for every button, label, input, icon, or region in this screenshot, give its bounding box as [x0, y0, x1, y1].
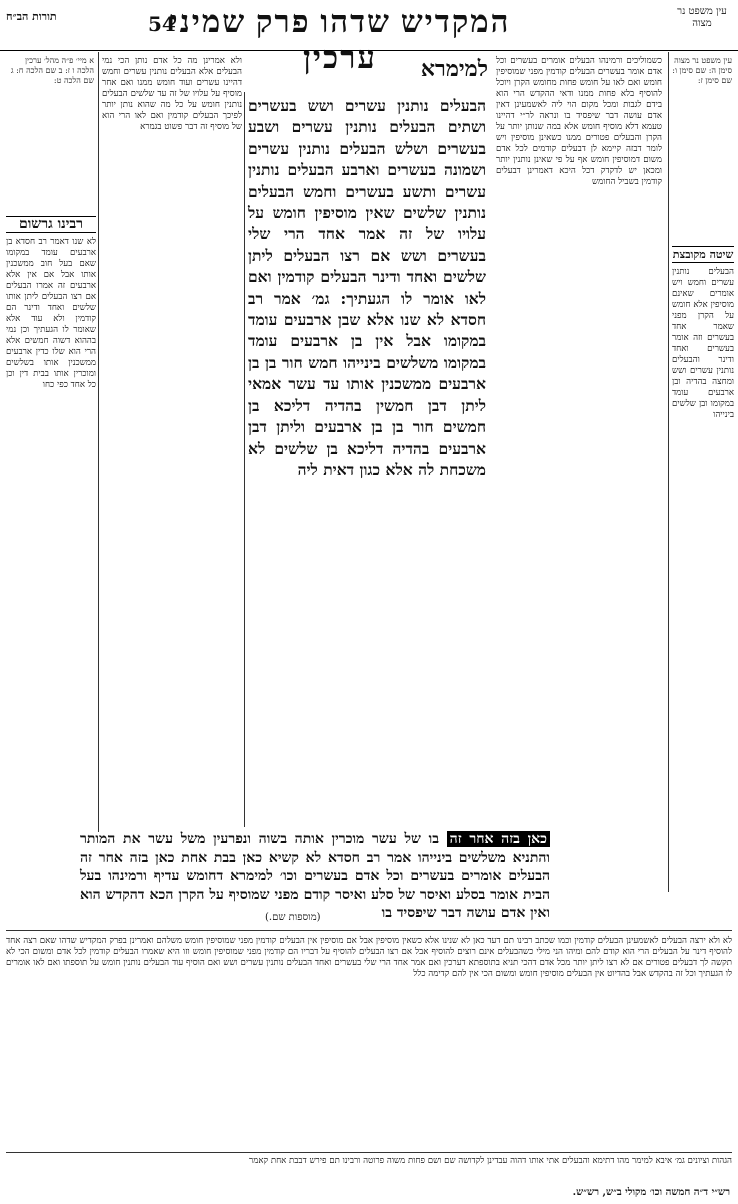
margin-note-left: א מיי׳ פ״ה מהל׳ ערכין הלכה ו ז: ב שם הלכה ח: ג שם הלכה ט:	[10, 56, 94, 85]
rabbeinu-gershom-text: לא שנו דאמר רב חסדא בן ארבעים עומד במקומו שאם בעל חוב ממשכנין אותו אבל אם אין אלא ארבעים זה אמרו הבעלים אם רצו הבעלים ליתן אותו שלשים ואחד ודינר הם קודמין ולא עוד אלא שאומר לו הגעתיך וכן נמי בההוא דשוה חמשים אלא הרי הוא שלו כדין ארבעים ממשכנין אותו בשלשים ומוכרין אותו בבית דין וכן כל אחד כפי כחו	[6, 237, 96, 390]
column-divider	[668, 52, 669, 892]
horizontal-divider	[6, 1152, 732, 1153]
column-divider	[98, 52, 99, 832]
rabbeinu-gershom-column	[6, 210, 96, 830]
header-left-label: תורות הב״ח	[6, 10, 57, 23]
gemara-wide-body: בו של עשר מוכרין אותה בשוה ונפרעין משל עשר את המותר והתניא משלשים בינייהו אמר רב חסדא לא קשיא כאן בבת אחת כאן בזה אחר זה הבעלים אומרים בעשרים וכל אדם בעשרים וכו׳ למימרא דחומש עדיף ורמינהו בעל הבית אומר בסלע ואיסר של סלע ואיסר קודם מפני שמוסיף על הקרן הכא דהקדש הוא ואין אדם עושה דבר שיפסיד בו	[80, 831, 550, 922]
rashi-column	[102, 56, 242, 826]
rashi-text: ולא אמרינן מה כל אדם נותן הכי נמי הבעלים אלא הבעלים נותנין עשרים וחמש דהיינו עשרים ועוד חומש ממנו ואם אחר מוסיף על עלויו של זה עד שלשים הבעלים נותנין חומש על כל מה שהוא נותן יותר לפיכך הבעלים קודמין ואם לאו הרי הוא של מוסיף זה דבר פשוט בגמרא	[102, 56, 242, 132]
shita-column	[672, 240, 734, 830]
page-title: המקדיש שדהו פרק שמיני ערכין	[169, 4, 511, 75]
gemara-footnote: (מוספות שם.)	[265, 912, 321, 923]
gemara-text	[248, 95, 486, 880]
footer-note: רש״י ד״ה חמשה וכו׳ מקולי ב״ש, רש״ש.	[572, 1187, 730, 1198]
margin-note-right: עין משפט נר מצוה סימן ה: שם סימן ו: שם סימן ז:	[672, 56, 732, 85]
gemara-body: הבעלים נותנין עשרים ושש בעשרים ושתים הבעלים נותנין עשרים ושבע בעשרים ושלש הבעלים נותנין עשרים ושמונה בעשרים וארבע הבעלים נותנין עשרים ותשע בעשרים וחמש הבעלים נותנין שלשים שאין מוסיפין חומש על עלויו של זה אמר אחד הרי שלי בעשרים ושש אם רצו הבעלים ליתן שלשים ואחד ודינר הבעלים קודמין ואם לאו אומר לו הגעתיך: גמ׳ אמר רב חסדא לא שנו אלא שבן ארבעים עומד במקומו אבל אין בן ארבעים עומד במקומו משלשים בינייהו חמש חור בן בן ארבעים ממשכנין אותו עד עשר אמאי ליתן דבן חמשין בהדיה דליכא בן חמשים חור בן בן ארבעים וליתן דבן ארבעים בהדיה דליכא בן שלשים לא משכחת לה אלא כגון דאית ליה	[248, 96, 486, 479]
section-title-gershom: רבינו גרשום	[6, 216, 96, 233]
horizontal-divider	[6, 930, 732, 931]
tosafot-text: כשמוליכים ורמינהו הבעלים אומרים בעשרים וכל אדם אומר בעשרים הבעלים קודמין מפני שמוסיפין חומש ואם לאו על חומש פחות מחומש הקרן ויוכל להוסיף בלא פחות ממנו ודאי ההקדש הרי הוא בידם לגבות ומכל מקום הוי ליה לאשמעינן דאין אדם עושה דבר שיפסיד בו ונראה לר״י דהיינו טעמא דלא מוסיף חומש אלא במה שנותן יותר על הקרן והבעלים פטורים ממנו כשאינן מוסיפין ויש לומר דבזה קיימא לן דבעלים קודמים לכל אדם משום דמוסיפין חומש אף על פי שאינן נותנין יותר ומכאן יש לדקדק דכל היכא דאמרינן דבעלים קודמין בשביל החומש	[496, 56, 662, 187]
bottom-note: הגהות וציונים גמ׳ איבא למימר מהו דתימא והבעלים אתי אותו דהוה עבדינן לקדושה שם ושם פחות משוה פרוטה ורבינו תם פירש דבבת אחת קאמר	[249, 1156, 732, 1166]
bottom-commentary: לא ולא ירצה הבעלים לאשמעינן הבעלים קודמין וכמו שכתב רבינו תם דעד כאן לא שנינו אלא כשאין מוסיפין אבל אם מוסיפין אין הבעלים קודמין מפני שמוסיפין חומש משלהם ואמרינן בפרק המקדיש שדהו שאם רצה אחד להוסיף דינר על הבעלים הרי הוא קודם להם ומיהו הני מילי כשהבעלים אינם רוצים להוסיף אבל אם רצו הבעלים להוסיף על דבריו הם קודמין מפני שמוסיפין חומש וזו היא שאמרו הבעלים קודמין לכל אדם ומשום הכי לא תקשה לך דבעלים פטורים אם לא רצו ליתן יותר מכל אדם דהכי תניא בתוספתא דערכין ואם אמר אחד הרי שלי בעשרים ואחד הבעלים נותנין עשרים ושש ואם הוסיף עוד הבעלים נותנין חומש על תוספתו ואם לאו אומרים לו הגעתיך וכל זה בהקדש אבל בהדיוט אין הבעלים מוסיפין חומש ומשום הכי אין להם קדימה כלל	[6, 936, 732, 979]
page-number: 54	[148, 12, 176, 36]
section-title-shita: שיטה מקובצת	[672, 248, 734, 261]
shita-text: הבעלים נותנין עשרים וחמש ויש אומרים שאינם מוסיפין אלא חומש על הקרן מפני שאמר אחד בעשרים וזה אומר בעשרים ואחד ודינר והבעלים נותנין עשרים ושש ומחצה בהדיה ובן ארבעים עומד במקומו ובן שלשים בינייהו	[672, 267, 734, 420]
tosafot-column	[496, 56, 662, 826]
header-right-label: עין משפט נר מצוה	[677, 6, 727, 29]
highlighted-phrase[interactable]: כאן בזה אחר זה	[447, 831, 550, 847]
gemara-opening-word: למימרא	[420, 56, 488, 82]
column-divider	[244, 92, 245, 827]
